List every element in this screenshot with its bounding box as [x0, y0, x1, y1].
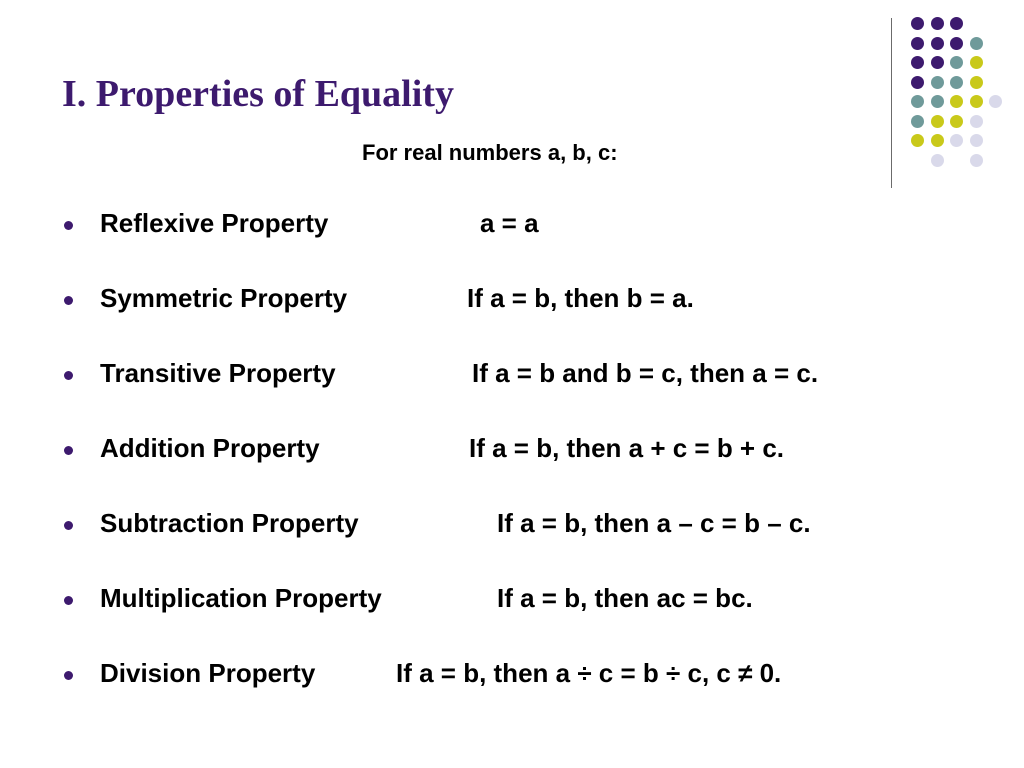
property-rule: If a = b, then a + c = b + c.	[469, 433, 785, 463]
decorative-dot	[970, 134, 983, 147]
decorative-dot	[911, 134, 924, 147]
decorative-dot	[950, 17, 963, 30]
decorative-dot	[931, 17, 944, 30]
decorative-dot	[931, 56, 944, 69]
decorative-dot	[950, 134, 963, 147]
property-name: Transitive Property	[100, 358, 336, 388]
property-rule: If a = b, then a ÷ c = b ÷ c, c ≠ 0.	[396, 658, 782, 688]
decorative-dot	[911, 76, 924, 89]
bullet-icon	[64, 671, 73, 680]
decorative-dot	[931, 37, 944, 50]
bullet-icon	[64, 446, 73, 455]
vertical-divider	[891, 18, 892, 188]
decorative-dot	[950, 37, 963, 50]
decorative-dot	[970, 37, 983, 50]
decorative-dot	[970, 95, 983, 108]
property-name: Symmetric Property	[100, 283, 348, 313]
decorative-dot	[911, 56, 924, 69]
property-rule: If a = b and b = c, then a = c.	[472, 358, 819, 388]
decorative-dot	[970, 154, 983, 167]
decorative-dot	[911, 17, 924, 30]
decorative-dot	[931, 134, 944, 147]
bullet-icon	[64, 296, 73, 305]
decorative-dot	[911, 37, 924, 50]
property-name: Division Property	[100, 658, 316, 688]
property-rule: If a = b, then a – c = b – c.	[497, 508, 811, 538]
decorative-dot	[950, 115, 963, 128]
decorative-dot	[970, 115, 983, 128]
property-rule: a = a	[480, 208, 539, 238]
property-rule: If a = b, then ac = bc.	[497, 583, 753, 613]
bullet-icon	[64, 371, 73, 380]
decorative-dot	[950, 95, 963, 108]
slide-subtitle: For real numbers a, b, c:	[362, 140, 618, 165]
property-name: Subtraction Property	[100, 508, 359, 538]
slide-title: I. Properties of Equality	[62, 73, 454, 115]
decorative-dot	[950, 56, 963, 69]
decorative-dot	[931, 115, 944, 128]
decorative-dot	[911, 115, 924, 128]
decorative-dot	[931, 154, 944, 167]
decorative-dot	[911, 95, 924, 108]
property-rule: If a = b, then b = a.	[467, 283, 694, 313]
decorative-dot	[931, 95, 944, 108]
bullet-icon	[64, 521, 73, 530]
decorative-dot	[931, 76, 944, 89]
decorative-dot	[970, 76, 983, 89]
decorative-dot	[989, 95, 1002, 108]
decorative-dot	[950, 76, 963, 89]
bullet-icon	[64, 221, 73, 230]
property-name: Multiplication Property	[100, 583, 382, 613]
property-name: Reflexive Property	[100, 208, 329, 238]
decorative-dot	[970, 56, 983, 69]
property-name: Addition Property	[100, 433, 320, 463]
bullet-icon	[64, 596, 73, 605]
